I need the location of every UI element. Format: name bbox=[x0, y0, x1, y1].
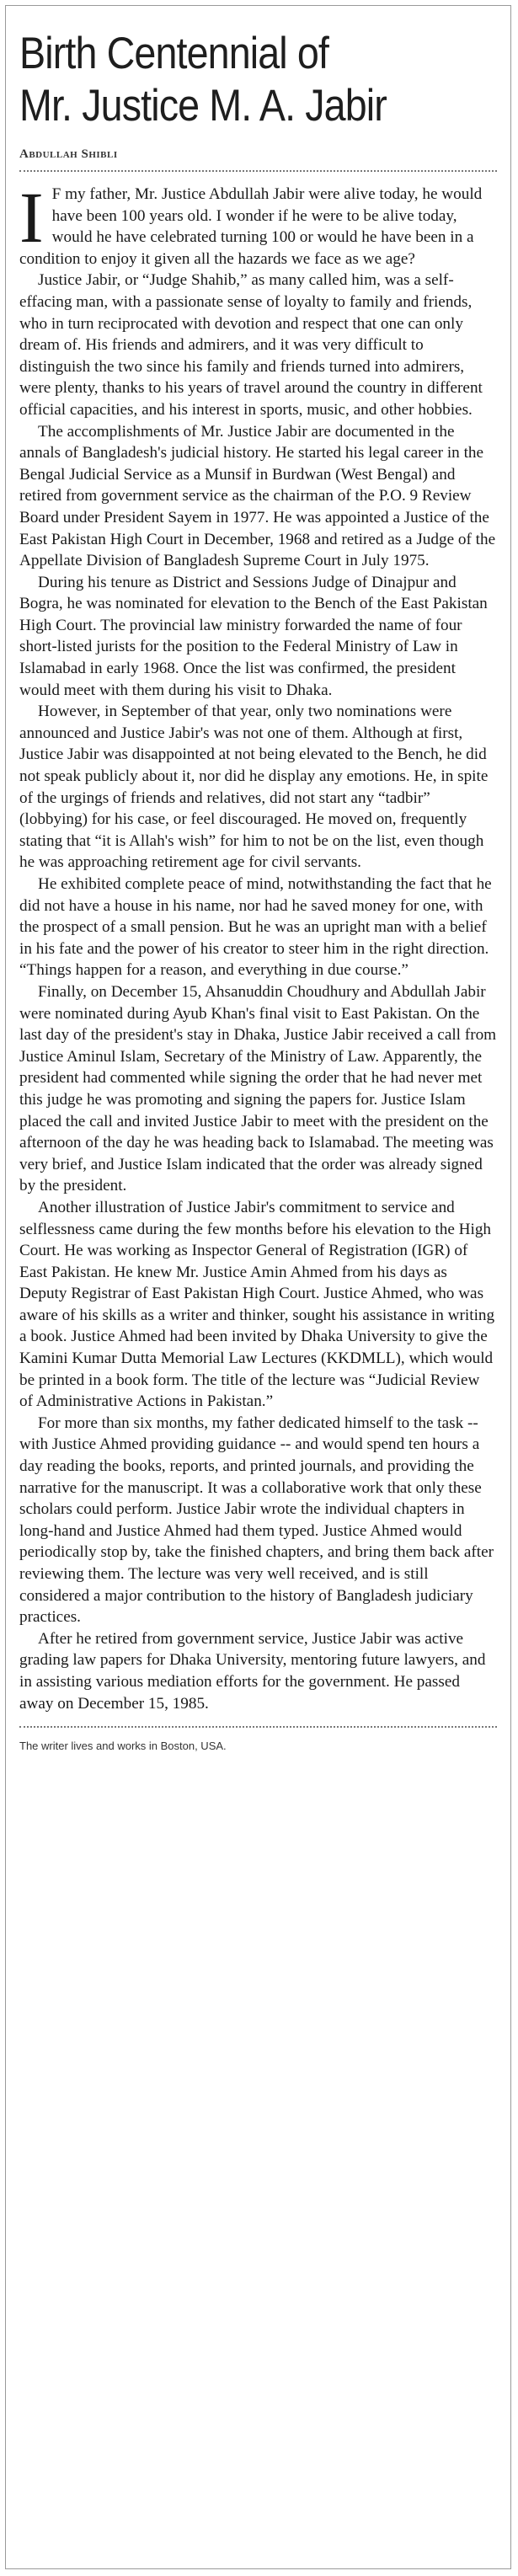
paragraph-2: Justice Jabir, or “Judge Shahib,” as many called him, was a self-effacing man, with a passionate sense of loyalty to family and friends, who in turn reciprocated with devotion and respect that one can only dream of. His friends and admirers, and it was very difficult to distinguish the two since his family and friends turned into admirers, were plenty, thanks to his years of travel around the country in different official capacities, and his interest in sports, music, and other hobbies. bbox=[19, 271, 483, 419]
paragraph-3: The accomplishments of Mr. Justice Jabir are documented in the annals of Bangladesh's judicial history. He started his legal career in the Bengal Judicial Service as a Munsif in Burdwan (West Bengal) and retired from government service as the chairman of the P.O. 9 Review Board under President Sayem in 1977. He was appointed a Justice of the East Pakistan High Court in December, 1968 and retired as a Judge of the Appellate Division of Bangladesh Supreme Court in July 1975. bbox=[19, 422, 496, 570]
paragraph-9: For more than six months, my father dedicated himself to the task -- with Justice Ahmed providing guidance -- and would spend ten hours a day reading the books, reports, and printed journals, and providing the narrative for the manuscript. It was a collaborative work that only these scholars could perform. Justice Jabir wrote the individual chapters in long-hand and Justice Ahmed had them typed. Justice Ahmed would periodically stop by, take the finished chapters, and bring them back after reviewing them. The lecture was very well received, and is still considered a major contribution to the history of Bangladesh judiciary practices. bbox=[19, 1414, 494, 1627]
paragraph-6: He exhibited complete peace of mind, notwithstanding the fact that he did not have a house in his name, nor had he saved money for one, with the prospect of a small pension. But he was an upright man with a belief in his fate and the power of his creator to steer him in the right direction. “Things happen for a reason, and everything in due course.” bbox=[19, 875, 492, 980]
author-byline: Abdullah Shibli bbox=[19, 147, 118, 161]
author-tagline: The writer lives and works in Boston, USA. bbox=[19, 1740, 227, 1753]
headline-line-1: Birth Centennial of bbox=[19, 29, 329, 78]
paragraph-4: During his tenure as District and Sessions Judge of Dinajpur and Bogra, he was nominated for elevation to the Bench of the East Pakistan High Court. The provincial law ministry forwarded the name of four short-listed jurists for the position to the Federal Ministry of Law in Islamabad in early 1968. Once the list was confirmed, the president would meet with them during his visit to Dhaka. bbox=[19, 573, 488, 699]
paragraph-8: Another illustration of Justice Jabir's commitment to service and selflessness came during the few months before his elevation to the High Court. He was working as Inspector General of Registration (IGR) of East Pakistan. He knew Mr. Justice Amin Ahmed from his days as Deputy Registrar of East Pakistan High Court. Justice Ahmed, who was aware of his skills as a writer and thinker, sought his assistance in writing a book. Justice Ahmed had been invited by Dhaka University to give the Kamini Kumar Dutta Memorial Law Lectures (KKDMLL), which would be printed in a book form. The title of the lecture was “Judicial Review of Administrative Actions in Pakistan.” bbox=[19, 1198, 495, 1411]
article-content bbox=[19, 14, 497, 1752]
article-frame bbox=[5, 5, 511, 2569]
article-body bbox=[19, 177, 497, 1714]
headline-line-2: Mr. Justice M. A. Jabir bbox=[19, 81, 387, 131]
footer-divider bbox=[19, 1726, 497, 1728]
header-divider bbox=[19, 170, 497, 172]
drop-cap: I bbox=[19, 177, 44, 258]
paragraph-1: I F my father, Mr. Justice Abdullah Jabir were alive today, he would have been 100 years old. I wonder if he were to be alive today, would he have celebrated turning 100 or would he have been in a condition to enjoy it given all the hazards we face as we age? bbox=[19, 177, 483, 268]
paragraph-5: However, in September of that year, only two nominations were announced and Justice Jabir's was not one of them. Although at first, Justice Jabir was disappointed at not being elevated to the Bench, he did not speak publicly about it, nor did he display any emotions. He, in spite of the urgings of friends and relatives, did not start any “tadbir” (lobbying) for his case, or feel discouraged. He moved on, frequently stating that “it is Allah's wish” for him to not be on the list, even though he was approaching retirement age for civil servants. bbox=[19, 703, 489, 872]
paragraph-7: Finally, on December 15, Ahsanuddin Choudhury and Abdullah Jabir were nominated during Ayub Khan's final visit to East Pakistan. On the last day of the president's stay in Dhaka, Justice Jabir received a call from Justice Aminul Islam, Secretary of the Ministry of Law. Apparently, the president had commented while signing the order that he had never met this judge he was promoting and signing the papers for. Justice Islam placed the call and invited Justice Jabir to meet with the president on the afternoon of the day he was heading back to Islamabad. The meeting was very brief, and Justice Islam indicated that the order was already signed by the president. bbox=[19, 982, 497, 1195]
paragraph-10: After he retired from government service, Justice Jabir was active grading law papers for Dhaka University, mentoring future lawyers, and in assisting various mediation efforts for the government. He passed away on December 15, 1985. bbox=[19, 1629, 486, 1713]
headline bbox=[19, 28, 494, 132]
